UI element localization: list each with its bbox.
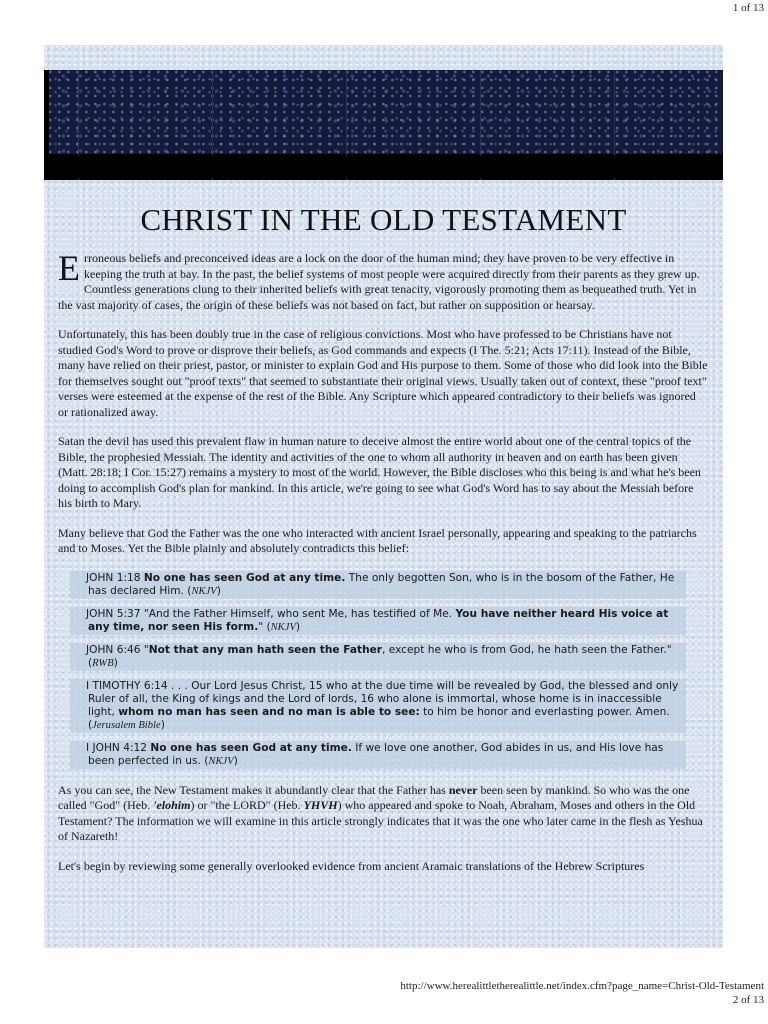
page-number-bottom: 2 of 13 — [732, 994, 764, 1006]
scripture-quote: JOHN 6:46 "Not that any man hath seen the Father, except he who is from God, he hath seen the Father." (RWB) — [70, 643, 686, 671]
article-title: CHRIST IN THE OLD TESTAMENT — [140, 202, 627, 237]
banner-black-strip — [49, 156, 723, 178]
drop-cap: E — [58, 248, 80, 288]
article-body — [58, 248, 708, 888]
document-page — [44, 45, 723, 948]
scripture-quote: JOHN 1:18 No one has seen God at any time. The only begotten Son, who is in the bosom of the Father, He has declared Him. (NKJV) — [70, 571, 686, 599]
paragraph: Many believe that God the Father was the one who interacted with ancient Israel personally, appearing and speaking to the patriarchs and to Moses. Yet the Bible plainly and absolutely contradicts this belief: — [58, 525, 697, 555]
paragraph: Unfortunately, this has been doubly true in the case of religious convictions. Most who have professed to be Christians have not studied God's Word to prove or disprove their beliefs, as God commands and expects (I The. 5:21; Acts 17:11). Instead of the Bible, many have relied on their priest, pastor, or minister to explain God and His purpose to them. Some of those who did look into the Bible for themselves sought out "proof texts" that seemed to substantiate their original views. Usually taken out of context, these "proof text" verses were esteemed at the expense of the rest of the Bible. Any Scripture which appeared contradictory to their beliefs was ignored or rationalized away. — [58, 327, 708, 419]
scripture-quote: I JOHN 4:12 No one has seen God at any time. If we love one another, God abides in us, and His love has been perfected in us. (NKJV) — [70, 741, 686, 769]
banner-starfield-image — [49, 70, 723, 154]
paragraph: Satan the devil has used this prevalent flaw in human nature to deceive almost the entire world about one of the central topics of the Bible, the prophesied Messiah. The identity and activities of the one to whom all authority in heaven and on earth has been given (Matt. 28:18; I Cor. 15:27) remains a mystery to most of the world. However, the Bible discloses who this being is and what he's been doing to accomplish God's plan for mankind. In this article, we're going to see what God's Word has to say about the Messiah before his birth to Mary. — [58, 434, 701, 510]
source-url: http://www.herealittletherealittle.net/index.cfm?page_name=Christ-Old-Testament — [400, 980, 764, 992]
scripture-quotes — [58, 571, 708, 769]
paragraph: As you can see, the New Testament makes it abundantly clear that the Father has never been seen by mankind. So who was the one called "God" (Heb. 'elohim) or "the LORD" (Heb. YHVH) who appeared and spoke to Noah, Abraham, Moses and others in the Old Testament? The information we will examine in this article strongly indicates that it was the one who later came in the flesh as Yeshua of Nazareth! — [58, 782, 703, 843]
scripture-quote: I TIMOTHY 6:14 . . . Our Lord Jesus Christ, 15 who at the due time will be revealed by God, the blessed and only Ruler of all, the King of kings and the Lord of lords, 16 who alone is immortal, whose home is in inaccessible light, whom no man has seen and no man is able to see: to him be honor and everlasting power. Amen. (Jerusalem Bible) — [70, 679, 686, 733]
starfield-banner — [44, 70, 723, 180]
paragraph: Let's begin by reviewing some generally overlooked evidence from ancient Aramaic translations of the Hebrew Scriptures — [58, 858, 645, 873]
scripture-quote: JOHN 5:37 "And the Father Himself, who sent Me, has testified of Me. You have neither heard His voice at any time, nor seen His form." (NKJV) — [70, 607, 686, 635]
page-number-top: 1 of 13 — [732, 2, 764, 14]
intro-paragraph: Erroneous beliefs and preconceived ideas are a lock on the door of the human mind; they have proven to be very effective in keeping the truth at bay. In the past, the belief systems of most people were acquired directly from their parents as they grew up. Countless generations clung to their inherited beliefs with great tenacity, vigorously promoting them as bequeathed truth. Yet in the vast majority of cases, the origin of these beliefs was not based on fact, but rather on supposition or hearsay. — [58, 248, 700, 312]
